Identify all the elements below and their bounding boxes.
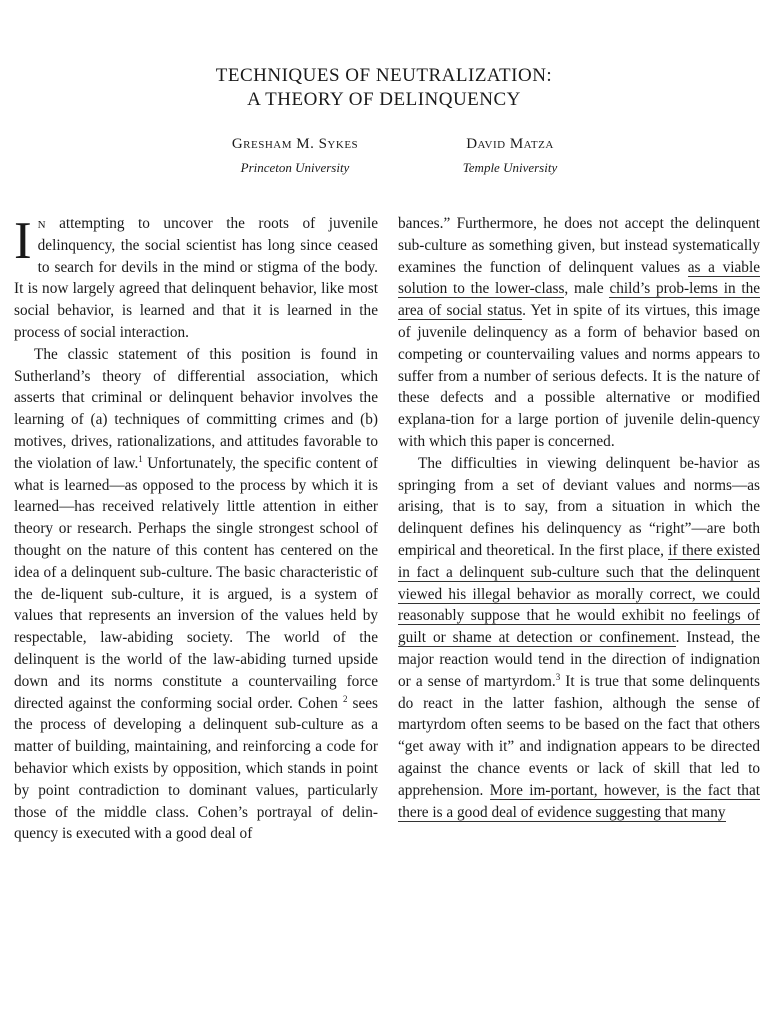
underlined-text: child’s prob-lems in the area of social status [398, 280, 761, 320]
author-1 [190, 134, 400, 177]
footnote-ref-2: 2 [342, 693, 348, 704]
left-paragraph-1-text: attempting to uncover the roots of juvenile delinquency, the social scientist has long since ceased to search for devils in the mind or stigma of the body. It is now largely agreed that delinquent behavior, like most social behavior, is learned and that it is learned in the process of social interaction. [14, 215, 378, 341]
smallcaps-text: n [37, 215, 46, 232]
underlined-text: as a viable solution to the lower-class [398, 258, 760, 298]
left-paragraph-2-text-c: sees the process of developing a delinquent sub-culture as a matter of building, maintaining, and reinforcing a code for behavior which exists by opposition, which stands in point by point contradiction to dominant values, particularly those of the middle class. Cohen’s portrayal of delin-quency is executed with a good deal of [14, 694, 378, 843]
title-line-2: A THEORY OF DELINQUENCY [247, 89, 521, 110]
right-paragraph-2-text-c: It is true that some delinquents do react in the latter fashion, although the sense of martyrdom often seems to be based on the fact that others “get away with it” and indignation appears to be directed against the chance events or lack of skill that led to apprehension. [398, 672, 760, 799]
author-1-name: Gresham M. Sykes [231, 136, 359, 152]
author-2-affiliation: Temple University [462, 160, 558, 175]
right-paragraph-2 [398, 453, 760, 824]
left-paragraph-2-text: The classic statement of this position is found in Sutherland’s theory of differential association, which asserts that criminal or delinquent behavior involves the learning of (a) techniques of committing crimes and (b) motives, drives, rationalizations, and attitudes favorable to the violation of law. [14, 345, 378, 472]
author-1-affiliation: Princeton University [240, 160, 350, 175]
left-paragraph-1 [14, 213, 378, 344]
right-paragraph-2-text-a: The difficulties in viewing delinquent be-havior as springing from a set of deviant values and norms—as arising, that is to say, from a situation in which the delinquent defines his delinquency as “right”—are both empirical and theoretical. In the first place, [398, 454, 760, 559]
author-2 [405, 134, 615, 177]
right-paragraph-1 [398, 213, 760, 453]
right-paragraph-2-text-b: . Instead, the major reaction would tend in the direction of indignation or a sense of martyrdom. [398, 629, 760, 690]
right-paragraph-1-text-b: , male [564, 280, 610, 298]
left-column [14, 213, 378, 845]
paper-title [0, 64, 768, 112]
left-paragraph-2 [14, 344, 378, 845]
right-paragraph-1-text-a: bances.” Furthermore, he does not accept the delinquent sub-culture as something given, but instead systematically examines the function of delinquent values [398, 215, 760, 276]
drop-cap: I [14, 212, 32, 270]
author-2-name: David Matza [466, 136, 554, 152]
underlined-text: More im-portant, however, is the fact that there is a good deal of evidence suggesting that many [398, 781, 760, 821]
footnote-ref-3: 3 [555, 671, 561, 682]
left-paragraph-2-text-b: Unfortunately, the specific content of what is learned—as opposed to the process by which it is learned—has received relatively little attention in either theory or research. Perhaps the single strongest school of thought on the nature of this content has centered on the idea of a delinquent sub-culture. The basic characteristic of the de-liquent sub-culture, it is argued, is a system of values that represents an inversion of the values held by respectable, law-abiding society. The world of the delinquent is the world of the law-abiding turned upside down and its norms constitute a countervailing force directed against the conforming social order. Cohen [14, 454, 379, 712]
footnote-ref-1: 1 [138, 453, 143, 464]
right-column [398, 213, 760, 823]
right-paragraph-1-text-c: . Yet in spite of its virtues, this image of juvenile delinquency as a form of behavior based on competing or countervailing values and norms appears to suffer from a number of serious defects. It is the nature of these defects and a possible alternative or modified explana-tion for a large portion of juvenile delin-quency with which this paper is concerned. [398, 302, 761, 450]
underlined-text: if there existed in fact a delinquent sub-culture such that the delinquent viewed his illegal behavior as morally correct, we could reasonably suppose that he would exhibit no feelings of guilt or shame at detection or confinement [398, 541, 760, 647]
title-line-1: TECHNIQUES OF NEUTRALIZATION: [215, 65, 553, 86]
